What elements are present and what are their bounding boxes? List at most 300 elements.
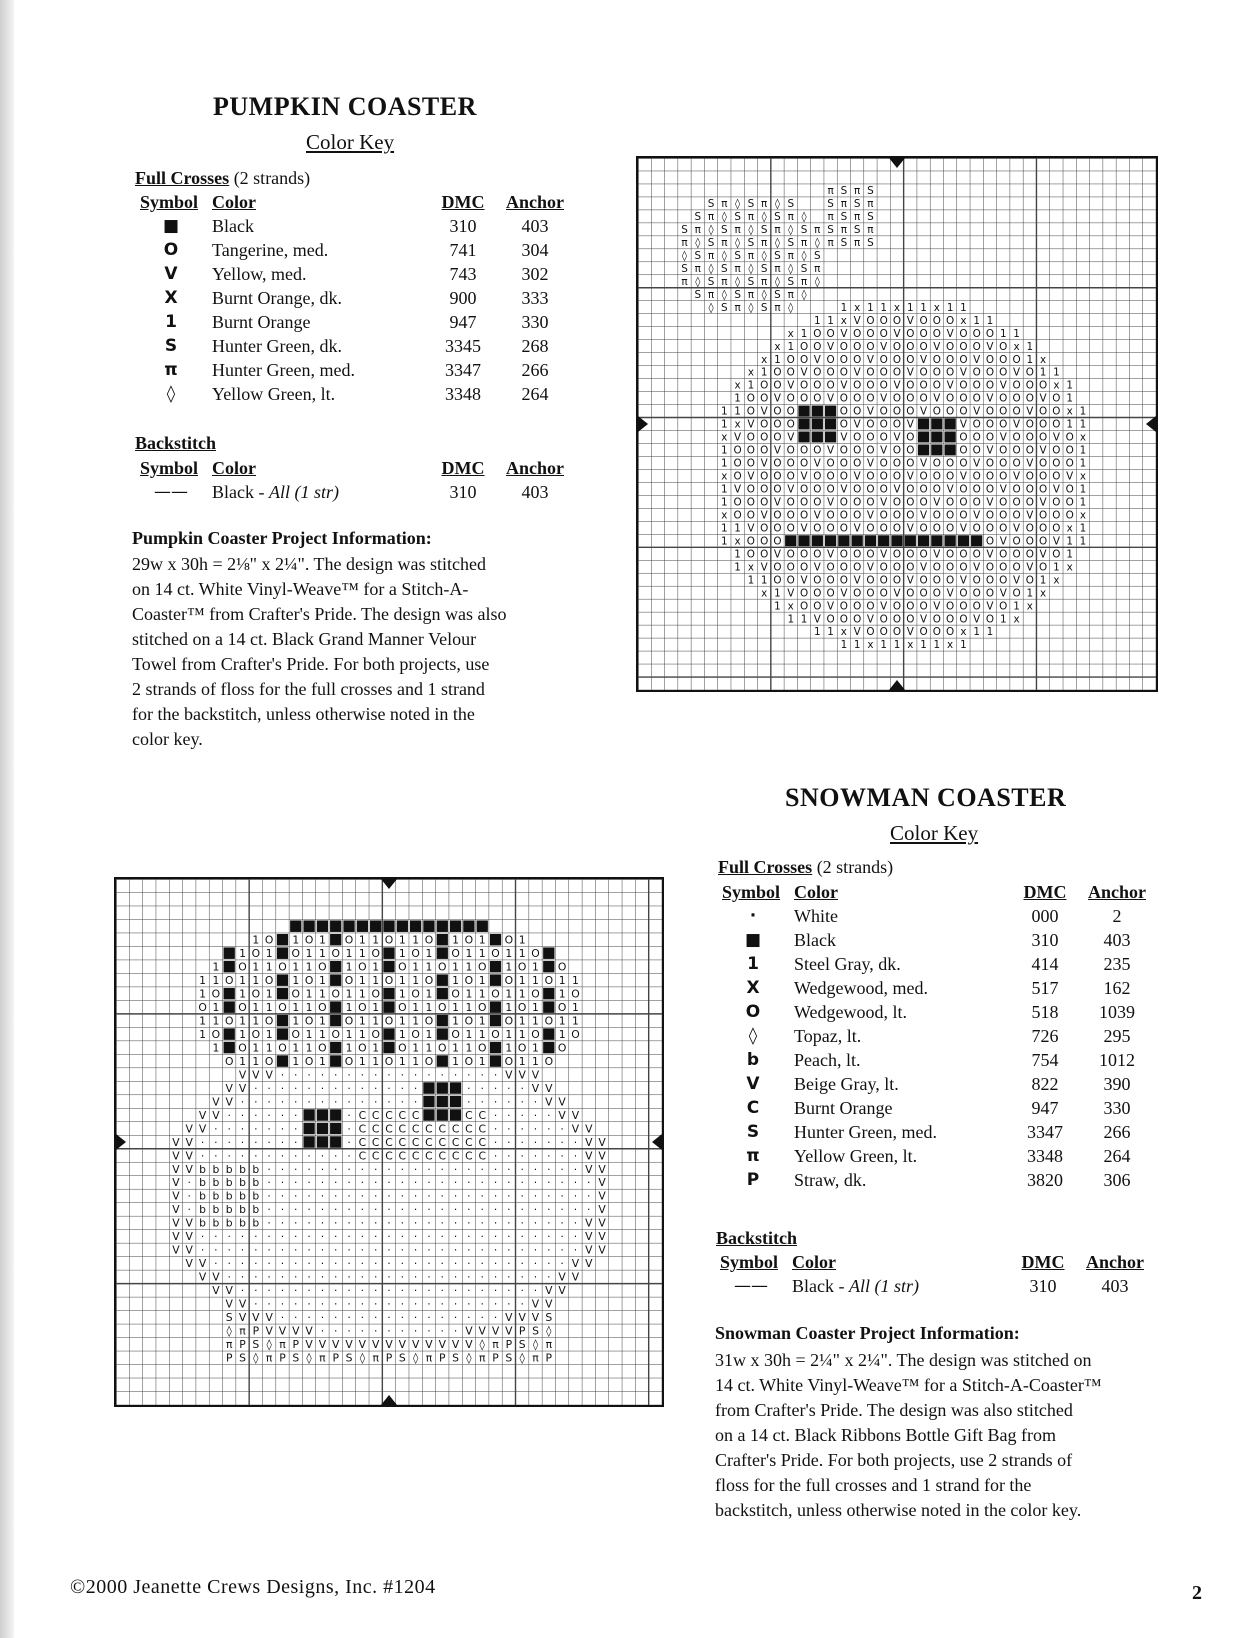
svg-text:·: · (520, 1243, 524, 1257)
svg-text:1: 1 (505, 1027, 513, 1041)
svg-text:V: V (185, 1149, 193, 1163)
svg-text:b: b (225, 1216, 233, 1230)
dmc-number: 3347 (445, 359, 481, 380)
svg-text:O: O (1012, 392, 1021, 405)
svg-text:π: π (478, 1351, 486, 1365)
backstitch-anchor: 403 (521, 481, 549, 502)
svg-text:O: O (839, 548, 848, 561)
svg-text:O: O (919, 379, 928, 392)
svg-text:O: O (946, 340, 955, 353)
svg-text:C: C (451, 1149, 460, 1163)
svg-text:V: V (999, 587, 1007, 600)
backstitch-row (140, 480, 576, 504)
svg-text:π: π (239, 1324, 246, 1338)
svg-text:·: · (294, 1243, 298, 1257)
svg-text:O: O (1052, 457, 1061, 470)
svg-text:V: V (920, 457, 928, 470)
svg-text:·: · (493, 1068, 498, 1082)
svg-text:·: · (440, 1243, 444, 1257)
svg-text:·: · (573, 1216, 578, 1230)
svg-text:V: V (880, 340, 888, 353)
svg-text:·: · (413, 1216, 418, 1230)
svg-text:O: O (985, 574, 995, 587)
svg-text:O: O (946, 548, 955, 561)
svg-text:O: O (571, 1027, 580, 1041)
svg-text:O: O (906, 483, 915, 496)
svg-text:O: O (839, 561, 848, 574)
svg-text:O: O (773, 561, 782, 574)
svg-text:·: · (360, 1311, 365, 1325)
svg-text:O: O (866, 522, 875, 535)
svg-text:O: O (826, 613, 835, 626)
svg-text:O: O (371, 946, 380, 960)
svg-text:O: O (946, 314, 955, 327)
svg-text:1: 1 (478, 987, 486, 1001)
svg-text:O: O (438, 1000, 447, 1014)
svg-text:·: · (254, 1297, 258, 1311)
svg-text:·: · (334, 1297, 338, 1311)
svg-text:·: · (573, 1230, 578, 1244)
dmc-number: 310 (1031, 929, 1059, 950)
svg-text:·: · (573, 1149, 578, 1163)
svg-text:x: x (1040, 587, 1047, 600)
svg-text:π: π (827, 185, 834, 198)
svg-text:1: 1 (999, 327, 1007, 340)
svg-text:·: · (294, 1135, 298, 1149)
svg-text:P: P (545, 1351, 553, 1365)
svg-text:C: C (411, 1122, 420, 1136)
center-marker-icon (381, 879, 397, 889)
svg-text:O: O (1025, 483, 1034, 496)
svg-text:·: · (453, 1270, 458, 1284)
color-name: Hunter Green, dk. (212, 335, 342, 356)
svg-text:V: V (1012, 470, 1021, 483)
svg-text:1: 1 (372, 960, 380, 974)
info-line: on 14 ct. White Vinyl-Weave™ for a Stitch-A- (132, 579, 469, 599)
svg-text:π: π (840, 198, 847, 211)
svg-text:·: · (427, 1243, 431, 1257)
svg-text:·: · (400, 1311, 405, 1325)
symbol-header: Symbol (722, 882, 781, 902)
svg-text:b: b (212, 1162, 220, 1176)
svg-text:V: V (946, 379, 954, 392)
svg-text:O: O (1039, 457, 1048, 470)
svg-text:·: · (560, 1149, 564, 1163)
svg-text:·: · (560, 1257, 564, 1271)
svg-text:O: O (985, 535, 995, 548)
svg-text:C: C (358, 1135, 367, 1149)
svg-text:S: S (787, 198, 795, 211)
svg-text:1: 1 (372, 1014, 380, 1028)
svg-text:O: O (972, 366, 981, 379)
svg-text:·: · (427, 1270, 431, 1284)
svg-text:π: π (827, 211, 834, 224)
svg-text:·: · (507, 1243, 511, 1257)
svg-text:V: V (840, 379, 848, 392)
svg-text:1: 1 (239, 987, 246, 1001)
anchor-number: 268 (521, 335, 549, 356)
svg-text:O: O (786, 392, 795, 405)
svg-text:S: S (721, 301, 728, 314)
svg-text:V: V (598, 1230, 606, 1244)
anchor-number: 266 (1103, 1121, 1131, 1142)
svg-text:O: O (999, 340, 1008, 353)
anchor-number: 390 (1103, 1073, 1131, 1094)
svg-text:·: · (413, 1311, 418, 1325)
svg-text:1: 1 (1079, 418, 1087, 431)
svg-text:·: · (493, 1189, 498, 1203)
svg-text:·: · (440, 1311, 444, 1325)
svg-text:O: O (946, 392, 955, 405)
svg-text:O: O (1012, 509, 1021, 522)
snowman-full-crosses-heading (718, 857, 893, 878)
svg-text:·: · (440, 1203, 444, 1217)
svg-text:O: O (813, 366, 822, 379)
svg-text:·: · (373, 1243, 378, 1257)
svg-text:O: O (853, 353, 862, 366)
info-line: stitched on a 14 ct. Black Grand Manner Velour (132, 629, 477, 649)
svg-text:O: O (491, 987, 500, 1001)
svg-text:1: 1 (239, 1054, 246, 1068)
svg-text:1: 1 (252, 960, 260, 974)
svg-text:1: 1 (1053, 366, 1060, 379)
svg-text:V: V (491, 1324, 500, 1338)
svg-text:·: · (267, 1176, 271, 1190)
svg-text:S: S (734, 211, 741, 224)
svg-text:V: V (813, 353, 821, 366)
svg-text:·: · (254, 1095, 258, 1109)
svg-text:◊: ◊ (761, 288, 767, 301)
svg-text:O: O (786, 548, 795, 561)
backstitch-symbol: —— (734, 1276, 768, 1296)
svg-text:O: O (424, 1054, 434, 1068)
svg-text:·: · (320, 1216, 325, 1230)
svg-text:π: π (372, 1351, 379, 1365)
svg-text:O: O (531, 1027, 540, 1041)
color-key-row (722, 1048, 1158, 1072)
svg-text:·: · (280, 1311, 285, 1325)
svg-text:O: O (826, 366, 835, 379)
svg-text:1: 1 (465, 1027, 473, 1041)
svg-text:O: O (985, 418, 995, 431)
svg-text:·: · (214, 1135, 218, 1149)
svg-text:V: V (760, 561, 768, 574)
svg-text:1: 1 (920, 639, 927, 652)
svg-text:1: 1 (1066, 535, 1073, 548)
svg-text:·: · (227, 1108, 231, 1122)
svg-text:O: O (959, 457, 968, 470)
svg-text:·: · (294, 1095, 298, 1109)
svg-text:V: V (332, 1338, 340, 1352)
svg-text:V: V (986, 548, 994, 561)
svg-text:V: V (787, 379, 795, 392)
svg-text:O: O (879, 327, 888, 340)
svg-text:·: · (267, 1095, 271, 1109)
svg-text:π: π (787, 211, 794, 224)
svg-text:1: 1 (532, 1014, 539, 1028)
svg-text:V: V (800, 574, 808, 587)
svg-text:V: V (800, 522, 808, 535)
svg-text:V: V (920, 353, 928, 366)
svg-text:·: · (400, 1324, 405, 1338)
svg-text:C: C (478, 1108, 486, 1122)
svg-text:·: · (413, 1189, 418, 1203)
svg-text:S: S (452, 1351, 460, 1365)
svg-text:V: V (920, 561, 928, 574)
svg-text:x: x (960, 626, 967, 639)
svg-text:·: · (187, 1189, 191, 1203)
svg-text:V: V (225, 1081, 233, 1095)
svg-text:O: O (879, 613, 888, 626)
svg-text:O: O (1052, 418, 1061, 431)
backstitch-row (720, 1274, 1156, 1298)
svg-text:O: O (773, 483, 782, 496)
svg-text:·: · (440, 1189, 444, 1203)
svg-text:1: 1 (880, 301, 888, 314)
svg-text:V: V (198, 1108, 207, 1122)
svg-text:O: O (760, 535, 769, 548)
svg-text:O: O (853, 379, 862, 392)
svg-text:V: V (973, 613, 981, 626)
svg-text:S: S (774, 211, 781, 224)
svg-text:O: O (746, 444, 755, 457)
svg-text:x: x (947, 639, 954, 652)
svg-text:O: O (1012, 561, 1021, 574)
svg-text:O: O (999, 561, 1008, 574)
svg-text:O: O (813, 600, 822, 613)
svg-text:1: 1 (880, 639, 888, 652)
svg-text:O: O (879, 483, 888, 496)
svg-text:O: O (906, 405, 915, 418)
svg-text:1: 1 (358, 1054, 366, 1068)
svg-text:b: b (199, 1162, 206, 1176)
svg-text:O: O (972, 340, 981, 353)
svg-text:O: O (1052, 522, 1061, 535)
svg-text:O: O (972, 392, 981, 405)
svg-text:O: O (892, 470, 902, 483)
svg-text:1: 1 (893, 639, 901, 652)
svg-text:O: O (892, 405, 902, 418)
svg-text:O: O (746, 457, 755, 470)
svg-text:π: π (774, 223, 781, 236)
svg-text:1: 1 (398, 1027, 406, 1041)
svg-text:O: O (919, 366, 928, 379)
svg-text:·: · (347, 1297, 351, 1311)
svg-text:V: V (571, 1257, 580, 1271)
svg-text:V: V (827, 548, 835, 561)
color-key-row (722, 928, 1158, 952)
svg-text:1: 1 (1079, 522, 1087, 535)
snowman-chart-grid (116, 879, 662, 1405)
svg-text:O: O (932, 613, 941, 626)
svg-text:·: · (427, 1216, 431, 1230)
svg-text:O: O (331, 946, 340, 960)
svg-text:O: O (892, 626, 902, 639)
svg-text:O: O (946, 600, 955, 613)
svg-text:O: O (826, 457, 835, 470)
svg-text:b: b (212, 1176, 220, 1190)
svg-text:·: · (560, 1216, 564, 1230)
svg-text:·: · (467, 1176, 471, 1190)
pumpkin-color-key-table (140, 192, 576, 406)
svg-text:V: V (853, 522, 861, 535)
svg-text:S: S (840, 185, 848, 198)
svg-text:C: C (411, 1135, 420, 1149)
svg-text:O: O (946, 366, 955, 379)
svg-text:1: 1 (318, 933, 326, 947)
svg-text:O: O (879, 470, 888, 483)
dmc-number: 3345 (445, 335, 481, 356)
svg-text:O: O (1025, 574, 1034, 587)
svg-text:·: · (467, 1068, 471, 1082)
svg-text:O: O (866, 444, 875, 457)
svg-text:π: π (694, 262, 701, 275)
svg-text:V: V (1066, 470, 1074, 483)
svg-text:1: 1 (747, 574, 755, 587)
svg-text:V: V (545, 1297, 553, 1311)
svg-text:·: · (453, 1189, 458, 1203)
svg-text:·: · (373, 1162, 378, 1176)
svg-text:·: · (427, 1324, 431, 1338)
svg-text:π: π (734, 262, 741, 275)
svg-text:·: · (400, 1257, 405, 1271)
svg-text:O: O (946, 613, 955, 626)
svg-text:1: 1 (465, 960, 473, 974)
svg-text:1: 1 (239, 946, 246, 960)
svg-text:V: V (172, 1149, 180, 1163)
svg-text:V: V (172, 1243, 180, 1257)
svg-text:O: O (906, 392, 915, 405)
svg-text:1: 1 (412, 1054, 420, 1068)
svg-text:1: 1 (345, 987, 353, 1001)
svg-text:x: x (1066, 405, 1073, 418)
svg-text:·: · (427, 1311, 431, 1325)
svg-text:·: · (520, 1135, 524, 1149)
svg-text:·: · (507, 1108, 511, 1122)
svg-text:O: O (813, 548, 822, 561)
color-key-row (140, 238, 576, 262)
svg-text:π: π (707, 211, 715, 224)
svg-text:1: 1 (840, 301, 848, 314)
svg-text:1: 1 (265, 1041, 273, 1055)
svg-text:·: · (320, 1324, 325, 1338)
svg-text:·: · (573, 1189, 578, 1203)
svg-text:·: · (334, 1203, 338, 1217)
svg-text:·: · (267, 1162, 271, 1176)
svg-text:·: · (453, 1311, 458, 1325)
svg-text:1: 1 (345, 1027, 353, 1041)
svg-text:1: 1 (478, 1054, 486, 1068)
svg-text:V: V (866, 561, 874, 574)
svg-text:·: · (360, 1270, 365, 1284)
svg-text:·: · (334, 1095, 338, 1109)
svg-text:O: O (919, 483, 928, 496)
svg-text:V: V (598, 1203, 606, 1217)
svg-text:·: · (347, 1095, 351, 1109)
svg-text:·: · (493, 1230, 498, 1244)
svg-text:·: · (560, 1176, 564, 1190)
color-name: Black (212, 215, 254, 236)
anchor-number: 264 (1103, 1145, 1131, 1166)
svg-text:·: · (373, 1095, 378, 1109)
color-symbol: ■ (162, 216, 180, 236)
svg-text:·: · (480, 1243, 484, 1257)
svg-text:1: 1 (906, 301, 914, 314)
svg-text:O: O (1052, 444, 1061, 457)
svg-text:S: S (505, 1351, 513, 1365)
svg-text:V: V (1012, 418, 1021, 431)
svg-text:O: O (1039, 379, 1048, 392)
svg-text:O: O (892, 418, 902, 431)
svg-text:C: C (425, 1135, 433, 1149)
svg-text:O: O (839, 600, 848, 613)
svg-text:C: C (398, 1122, 407, 1136)
svg-text:·: · (347, 1122, 351, 1136)
svg-text:·: · (227, 1230, 231, 1244)
svg-text:π: π (787, 249, 794, 262)
svg-text:O: O (985, 353, 995, 366)
svg-text:1: 1 (318, 946, 326, 960)
svg-text:O: O (853, 496, 862, 509)
svg-text:O: O (853, 613, 862, 626)
svg-text:·: · (200, 1149, 205, 1163)
svg-text:S: S (760, 223, 768, 236)
color-name: Burnt Orange, dk. (212, 287, 342, 308)
svg-text:S: S (787, 275, 795, 288)
svg-text:1: 1 (721, 496, 728, 509)
svg-text:V: V (238, 1311, 247, 1325)
backstitch-symbol: —— (154, 482, 188, 502)
svg-text:V: V (198, 1122, 207, 1136)
svg-text:O: O (906, 496, 915, 509)
svg-text:·: · (440, 1284, 444, 1298)
svg-text:O: O (733, 444, 742, 457)
svg-text:O: O (799, 600, 809, 613)
svg-text:1: 1 (505, 960, 513, 974)
svg-text:·: · (360, 1243, 365, 1257)
svg-text:·: · (533, 1257, 538, 1271)
dmc-number: 518 (1031, 1001, 1059, 1022)
svg-text:C: C (385, 1122, 393, 1136)
color-name: Hunter Green, med. (794, 1121, 937, 1142)
svg-text:V: V (906, 626, 914, 639)
svg-text:S: S (694, 211, 702, 224)
info-line: Crafter's Pride. For both projects, use 2 strands of (715, 1450, 1073, 1470)
svg-text:O: O (826, 587, 835, 600)
svg-text:·: · (280, 1284, 285, 1298)
svg-text:·: · (467, 1081, 471, 1095)
svg-text:O: O (853, 431, 862, 444)
svg-text:·: · (334, 1243, 338, 1257)
svg-text:·: · (387, 1257, 391, 1271)
svg-text:π: π (814, 262, 821, 275)
svg-text:O: O (813, 483, 822, 496)
svg-text:·: · (440, 1162, 444, 1176)
svg-text:1: 1 (305, 946, 313, 960)
svg-text:π: π (721, 236, 728, 249)
svg-text:V: V (906, 314, 914, 327)
anchor-number: 330 (1103, 1097, 1131, 1118)
svg-text:O: O (999, 444, 1008, 457)
svg-text:O: O (1039, 470, 1048, 483)
svg-text:V: V (773, 548, 782, 561)
svg-text:1: 1 (412, 1014, 420, 1028)
svg-text:·: · (480, 1189, 484, 1203)
color-key-row (140, 358, 576, 382)
svg-text:V: V (946, 483, 954, 496)
svg-text:·: · (373, 1284, 378, 1298)
svg-text:x: x (734, 379, 741, 392)
